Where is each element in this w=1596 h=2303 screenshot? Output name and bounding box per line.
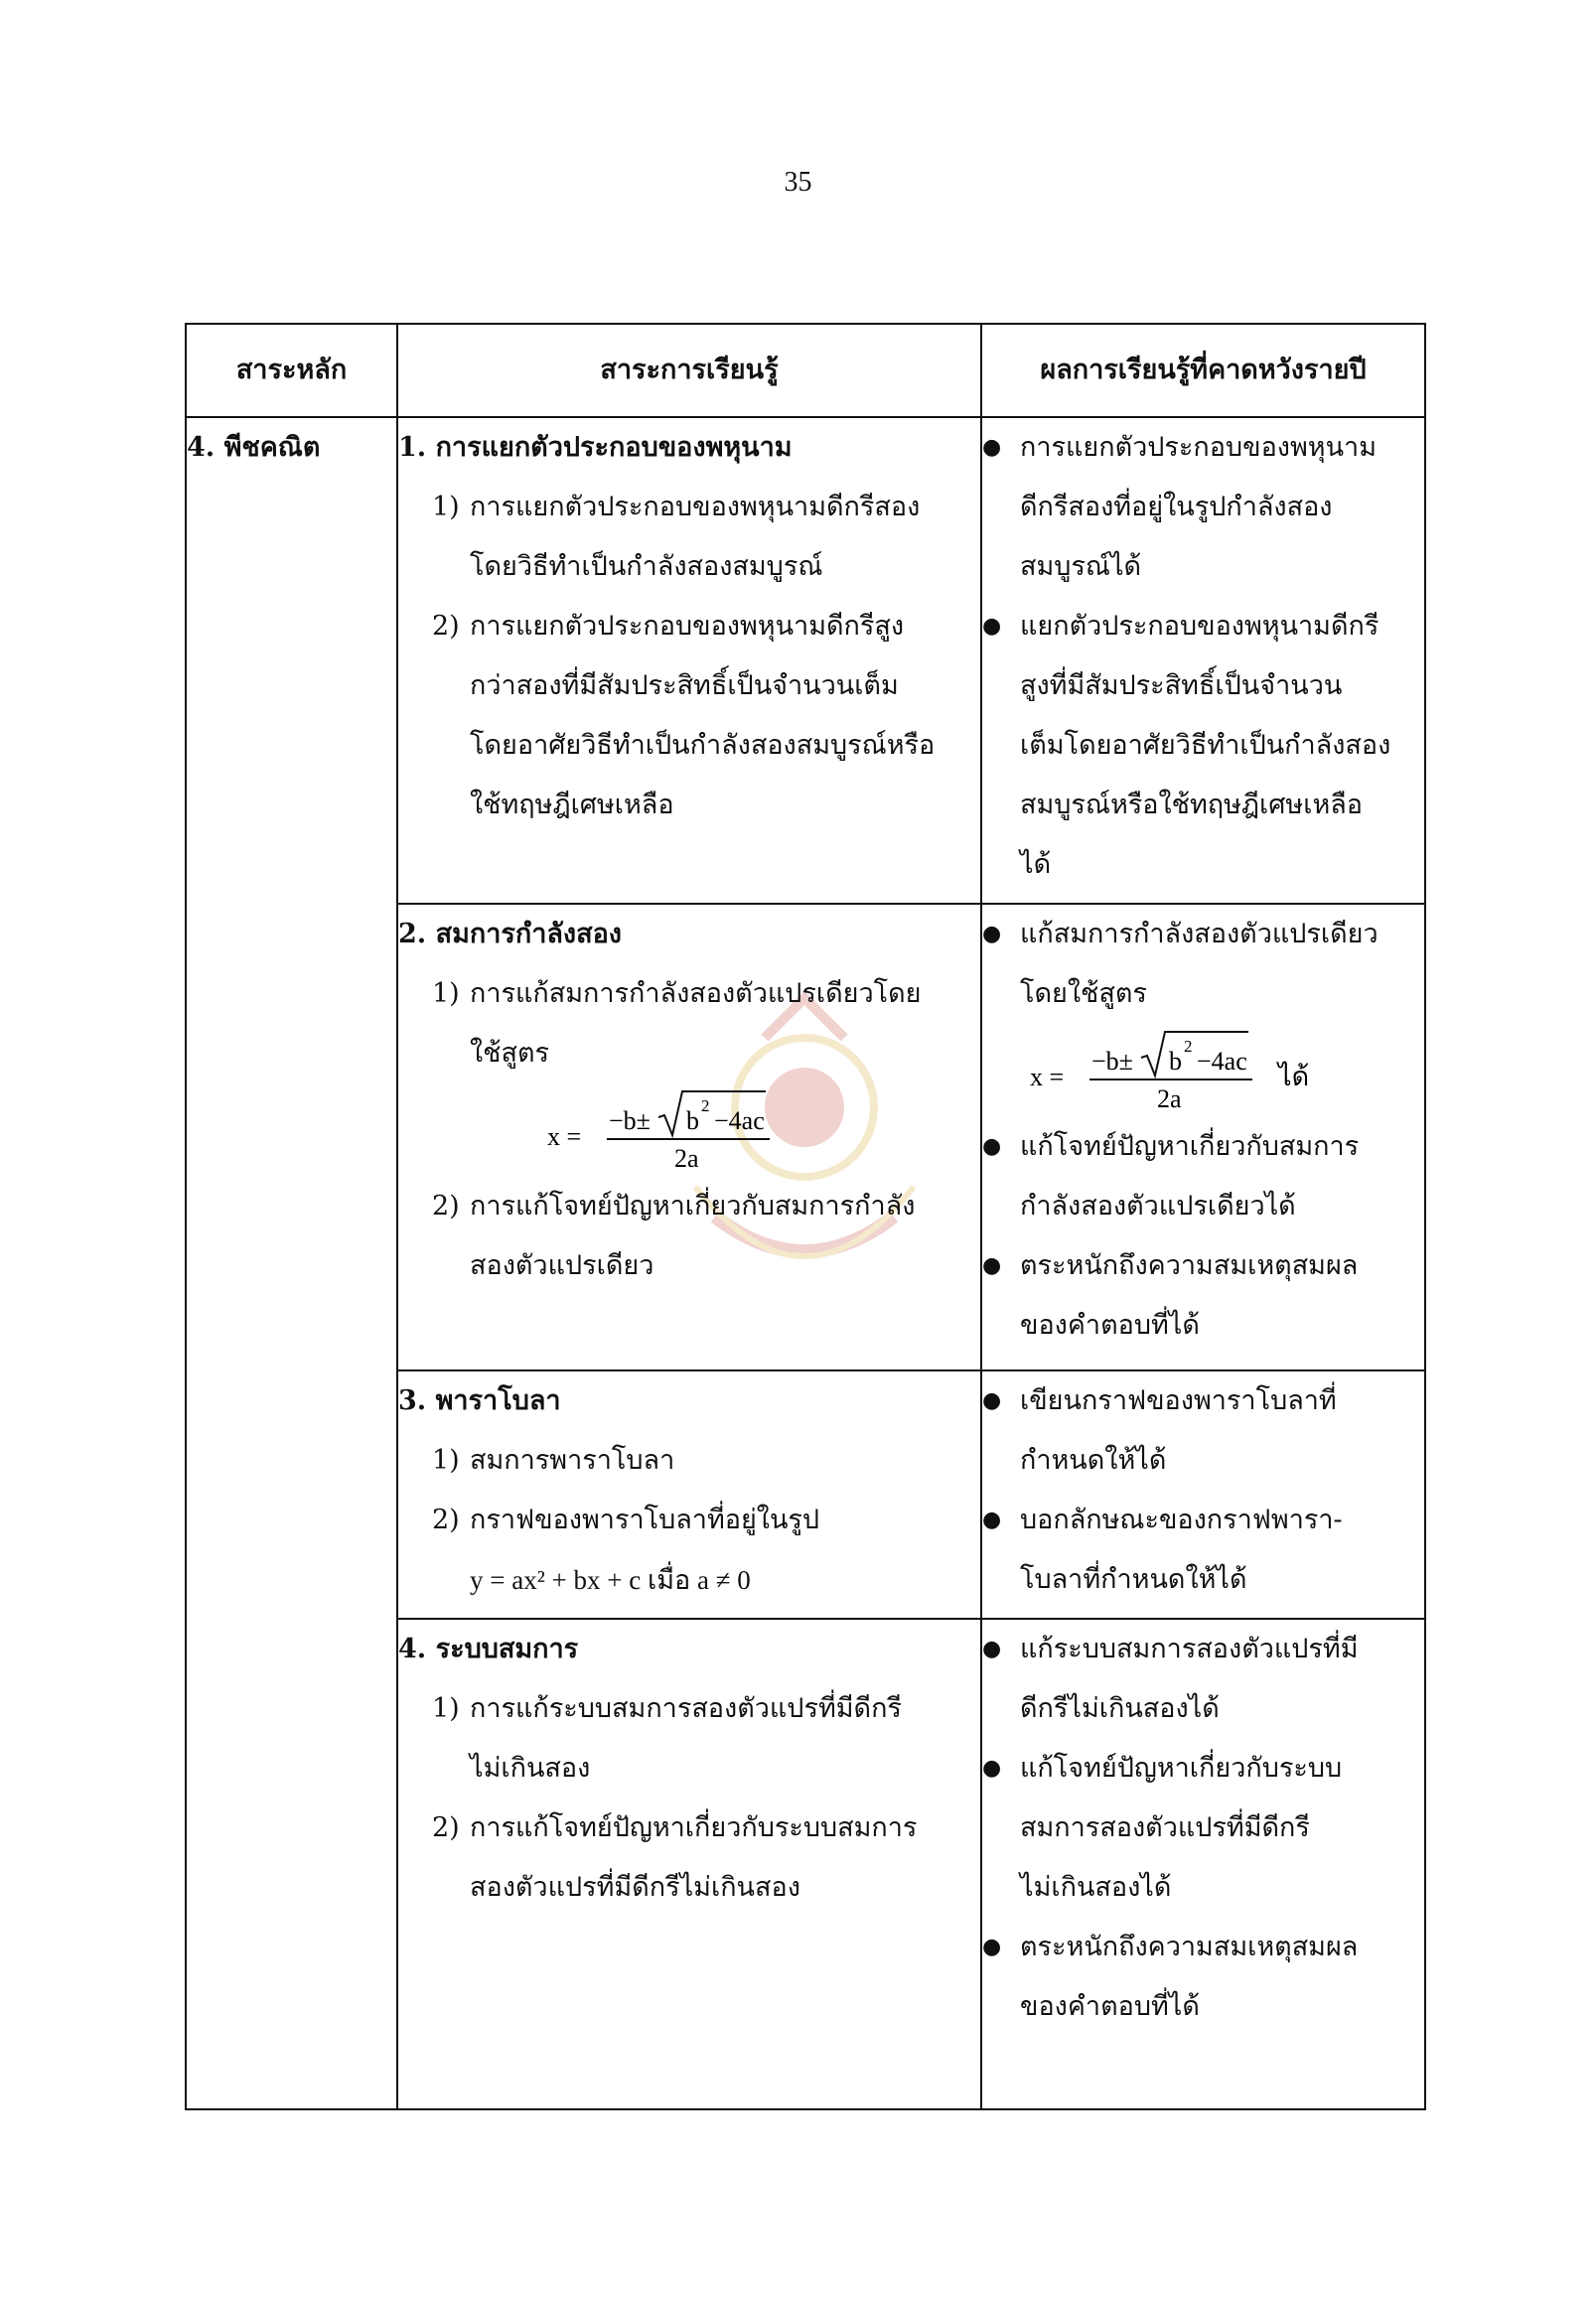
content-item bbox=[398, 1431, 980, 1491]
item-number: 1) bbox=[432, 492, 460, 522]
formula-radicand-b: b bbox=[686, 1106, 699, 1135]
formula-lhs: x = bbox=[1030, 1063, 1065, 1091]
content-cell bbox=[397, 1370, 981, 1619]
bullet-icon: ● bbox=[982, 1508, 1002, 1532]
outcome-cell bbox=[981, 904, 1425, 1370]
outcome-bullet bbox=[982, 1620, 1424, 1739]
content-item bbox=[398, 597, 980, 835]
outcome-cell bbox=[981, 417, 1425, 904]
outcome-bullet bbox=[982, 1117, 1424, 1236]
outcome-line: แก้โจทย์ปัญหาเกี่ยวกับสมการ bbox=[1020, 1131, 1360, 1162]
outcome-bullet bbox=[982, 1739, 1424, 1918]
item-line: ใช้สูตร bbox=[470, 1038, 550, 1069]
outcome-bullet bbox=[982, 1371, 1424, 1491]
outcome-bullet bbox=[982, 597, 1424, 895]
strand-label: 4. พีชคณิต bbox=[187, 432, 321, 463]
content-cell bbox=[397, 417, 981, 904]
item-number: 1) bbox=[432, 978, 460, 1009]
header-strand: สาระหลัก bbox=[186, 324, 397, 417]
item-line: การแก้สมการกำลังสองตัวแปรเดียวโดย bbox=[470, 978, 922, 1009]
content-item bbox=[398, 1679, 980, 1799]
item-line: สองตัวแปรเดียว bbox=[470, 1250, 654, 1281]
outcome-line: กำลังสองตัวแปรเดียวได้ bbox=[1020, 1191, 1296, 1222]
topic-title: 2. สมการกำลังสอง bbox=[398, 919, 622, 949]
formula-radicand-b: b bbox=[1169, 1047, 1182, 1076]
quadratic-formula bbox=[398, 1087, 954, 1173]
outcome-line: สมการสองตัวแปรที่มีดีกรี bbox=[1020, 1812, 1310, 1843]
item-number: 2) bbox=[432, 1505, 460, 1535]
item-number: 1) bbox=[432, 1445, 460, 1476]
outcome-line: เต็มโดยอาศัยวิธีทำเป็นกำลังสอง bbox=[1020, 730, 1391, 761]
item-line: ไม่เกินสอง bbox=[470, 1753, 591, 1784]
outcome-line: สมบูรณ์หรือใช้ทฤษฎีเศษเหลือ bbox=[1020, 790, 1364, 820]
topic-title: 3. พาราโบลา bbox=[398, 1385, 561, 1416]
parabola-equation: y = ax² + bx + c เมื่อ a ≠ 0 bbox=[470, 1565, 751, 1595]
formula-numerator: −b± bbox=[1091, 1047, 1133, 1076]
formula-radicand-rest: −4ac bbox=[1197, 1047, 1247, 1076]
bullet-icon: ● bbox=[982, 1637, 1002, 1661]
bullet-icon: ● bbox=[982, 1253, 1002, 1278]
outcome-line: กำหนดให้ได้ bbox=[1020, 1445, 1167, 1476]
item-line: การแก้ระบบสมการสองตัวแปรที่มีดีกรี bbox=[470, 1693, 902, 1724]
content-item bbox=[398, 964, 980, 1083]
bullet-icon: ● bbox=[982, 614, 1002, 639]
header-expected-outcomes: ผลการเรียนรู้ที่คาดหวังรายปี bbox=[981, 324, 1425, 417]
item-number: 2) bbox=[432, 1812, 460, 1843]
page-number: 35 bbox=[784, 167, 812, 198]
item-line: สมการพาราโบลา bbox=[470, 1445, 675, 1476]
formula-denominator: 2a bbox=[1157, 1084, 1182, 1113]
outcome-line: แยกตัวประกอบของพหุนามดีกรี bbox=[1020, 611, 1379, 642]
outcome-line: แก้สมการกำลังสองตัวแปรเดียว bbox=[1020, 919, 1378, 949]
strand-cell bbox=[186, 417, 397, 2109]
outcome-line: แก้โจทย์ปัญหาเกี่ยวกับระบบ bbox=[1020, 1753, 1343, 1784]
item-line: กว่าสองที่มีสัมประสิทธิ์เป็นจำนวนเต็ม bbox=[470, 670, 899, 701]
formula-suffix: ได้ bbox=[1278, 1062, 1310, 1092]
topic-title: 1. การแยกตัวประกอบของพหุนาม bbox=[398, 432, 793, 463]
outcome-bullet bbox=[982, 1236, 1424, 1356]
content-cell bbox=[397, 1619, 981, 2109]
content-item bbox=[398, 478, 980, 597]
bullet-icon: ● bbox=[982, 435, 1002, 460]
item-line: การแยกตัวประกอบของพหุนามดีกรีสูง bbox=[470, 611, 905, 642]
outcome-line: บอกลักษณะของกราฟพารา- bbox=[1020, 1505, 1343, 1535]
item-number: 1) bbox=[432, 1693, 460, 1724]
formula-exponent: 2 bbox=[1184, 1037, 1193, 1056]
outcome-line: การแยกตัวประกอบของพหุนาม bbox=[1020, 432, 1377, 463]
outcome-line: โบลาที่กำหนดให้ได้ bbox=[1020, 1564, 1247, 1595]
outcome-cell bbox=[981, 1370, 1425, 1619]
topic-title: 4. ระบบสมการ bbox=[398, 1634, 579, 1664]
item-number: 2) bbox=[432, 1191, 460, 1222]
content-cell bbox=[397, 904, 981, 1370]
outcome-line: ดีกรีสองที่อยู่ในรูปกำลังสอง bbox=[1020, 492, 1333, 522]
formula-numerator: −b± bbox=[609, 1106, 651, 1135]
item-line: กราฟของพาราโบลาที่อยู่ในรูป bbox=[470, 1505, 820, 1535]
outcome-bullet bbox=[982, 418, 1424, 597]
header-learning-content: สาระการเรียนรู้ bbox=[397, 324, 981, 417]
outcome-line: ดีกรีไม่เกินสองได้ bbox=[1020, 1693, 1220, 1724]
formula-exponent: 2 bbox=[701, 1096, 710, 1115]
formula-radicand-rest: −4ac bbox=[714, 1106, 765, 1135]
outcome-line: สมบูรณ์ได้ bbox=[1020, 551, 1142, 582]
outcome-line: เขียนกราฟของพาราโบลาที่ bbox=[1020, 1385, 1337, 1416]
item-line: การแก้โจทย์ปัญหาเกี่ยวกับสมการกำลัง bbox=[470, 1191, 916, 1222]
bullet-icon: ● bbox=[982, 1935, 1002, 1959]
item-line: โดยอาศัยวิธีทำเป็นกำลังสองสมบูรณ์หรือ bbox=[470, 730, 936, 761]
outcome-bullet bbox=[982, 1491, 1424, 1610]
item-line: การแยกตัวประกอบของพหุนามดีกรีสอง bbox=[470, 492, 921, 522]
bullet-icon: ● bbox=[982, 1756, 1002, 1781]
quadratic-formula bbox=[1020, 1028, 1397, 1113]
outcome-line: แก้ระบบสมการสองตัวแปรที่มี bbox=[1020, 1634, 1359, 1664]
formula-lhs: x = bbox=[547, 1122, 582, 1151]
outcome-line: ได้ bbox=[1020, 849, 1052, 880]
content-item bbox=[398, 1491, 980, 1550]
bullet-icon: ● bbox=[982, 1388, 1002, 1413]
table-header-row bbox=[186, 324, 1425, 417]
outcome-bullet bbox=[982, 905, 1424, 1117]
item-line: สองตัวแปรที่มีดีกรีไม่เกินสอง bbox=[470, 1872, 800, 1903]
outcome-line: โดยใช้สูตร bbox=[1020, 978, 1147, 1009]
curriculum-table bbox=[185, 323, 1426, 2110]
outcome-line: ตระหนักถึงความสมเหตุสมผล bbox=[1020, 1932, 1359, 1962]
formula-denominator: 2a bbox=[674, 1144, 699, 1173]
outcome-line: ของคำตอบที่ได้ bbox=[1020, 1310, 1200, 1341]
outcome-bullet bbox=[982, 1918, 1424, 2037]
item-line: ใช้ทฤษฎีเศษเหลือ bbox=[470, 790, 674, 820]
item-number: 2) bbox=[432, 611, 460, 642]
bullet-icon: ● bbox=[982, 922, 1002, 946]
content-item bbox=[398, 1177, 980, 1296]
outcome-line: ของคำตอบที่ได้ bbox=[1020, 1991, 1200, 2022]
content-item bbox=[398, 1799, 980, 1918]
outcome-line: ตระหนักถึงความสมเหตุสมผล bbox=[1020, 1250, 1359, 1281]
item-line: การแก้โจทย์ปัญหาเกี่ยวกับระบบสมการ bbox=[470, 1812, 918, 1843]
outcome-line: ไม่เกินสองได้ bbox=[1020, 1872, 1172, 1903]
outcome-line: สูงที่มีสัมประสิทธิ์เป็นจำนวน bbox=[1020, 670, 1343, 701]
bullet-icon: ● bbox=[982, 1134, 1002, 1159]
outcome-cell bbox=[981, 1619, 1425, 2109]
table-row bbox=[186, 417, 1425, 904]
item-line: โดยวิธีทำเป็นกำลังสองสมบูรณ์ bbox=[470, 551, 823, 582]
